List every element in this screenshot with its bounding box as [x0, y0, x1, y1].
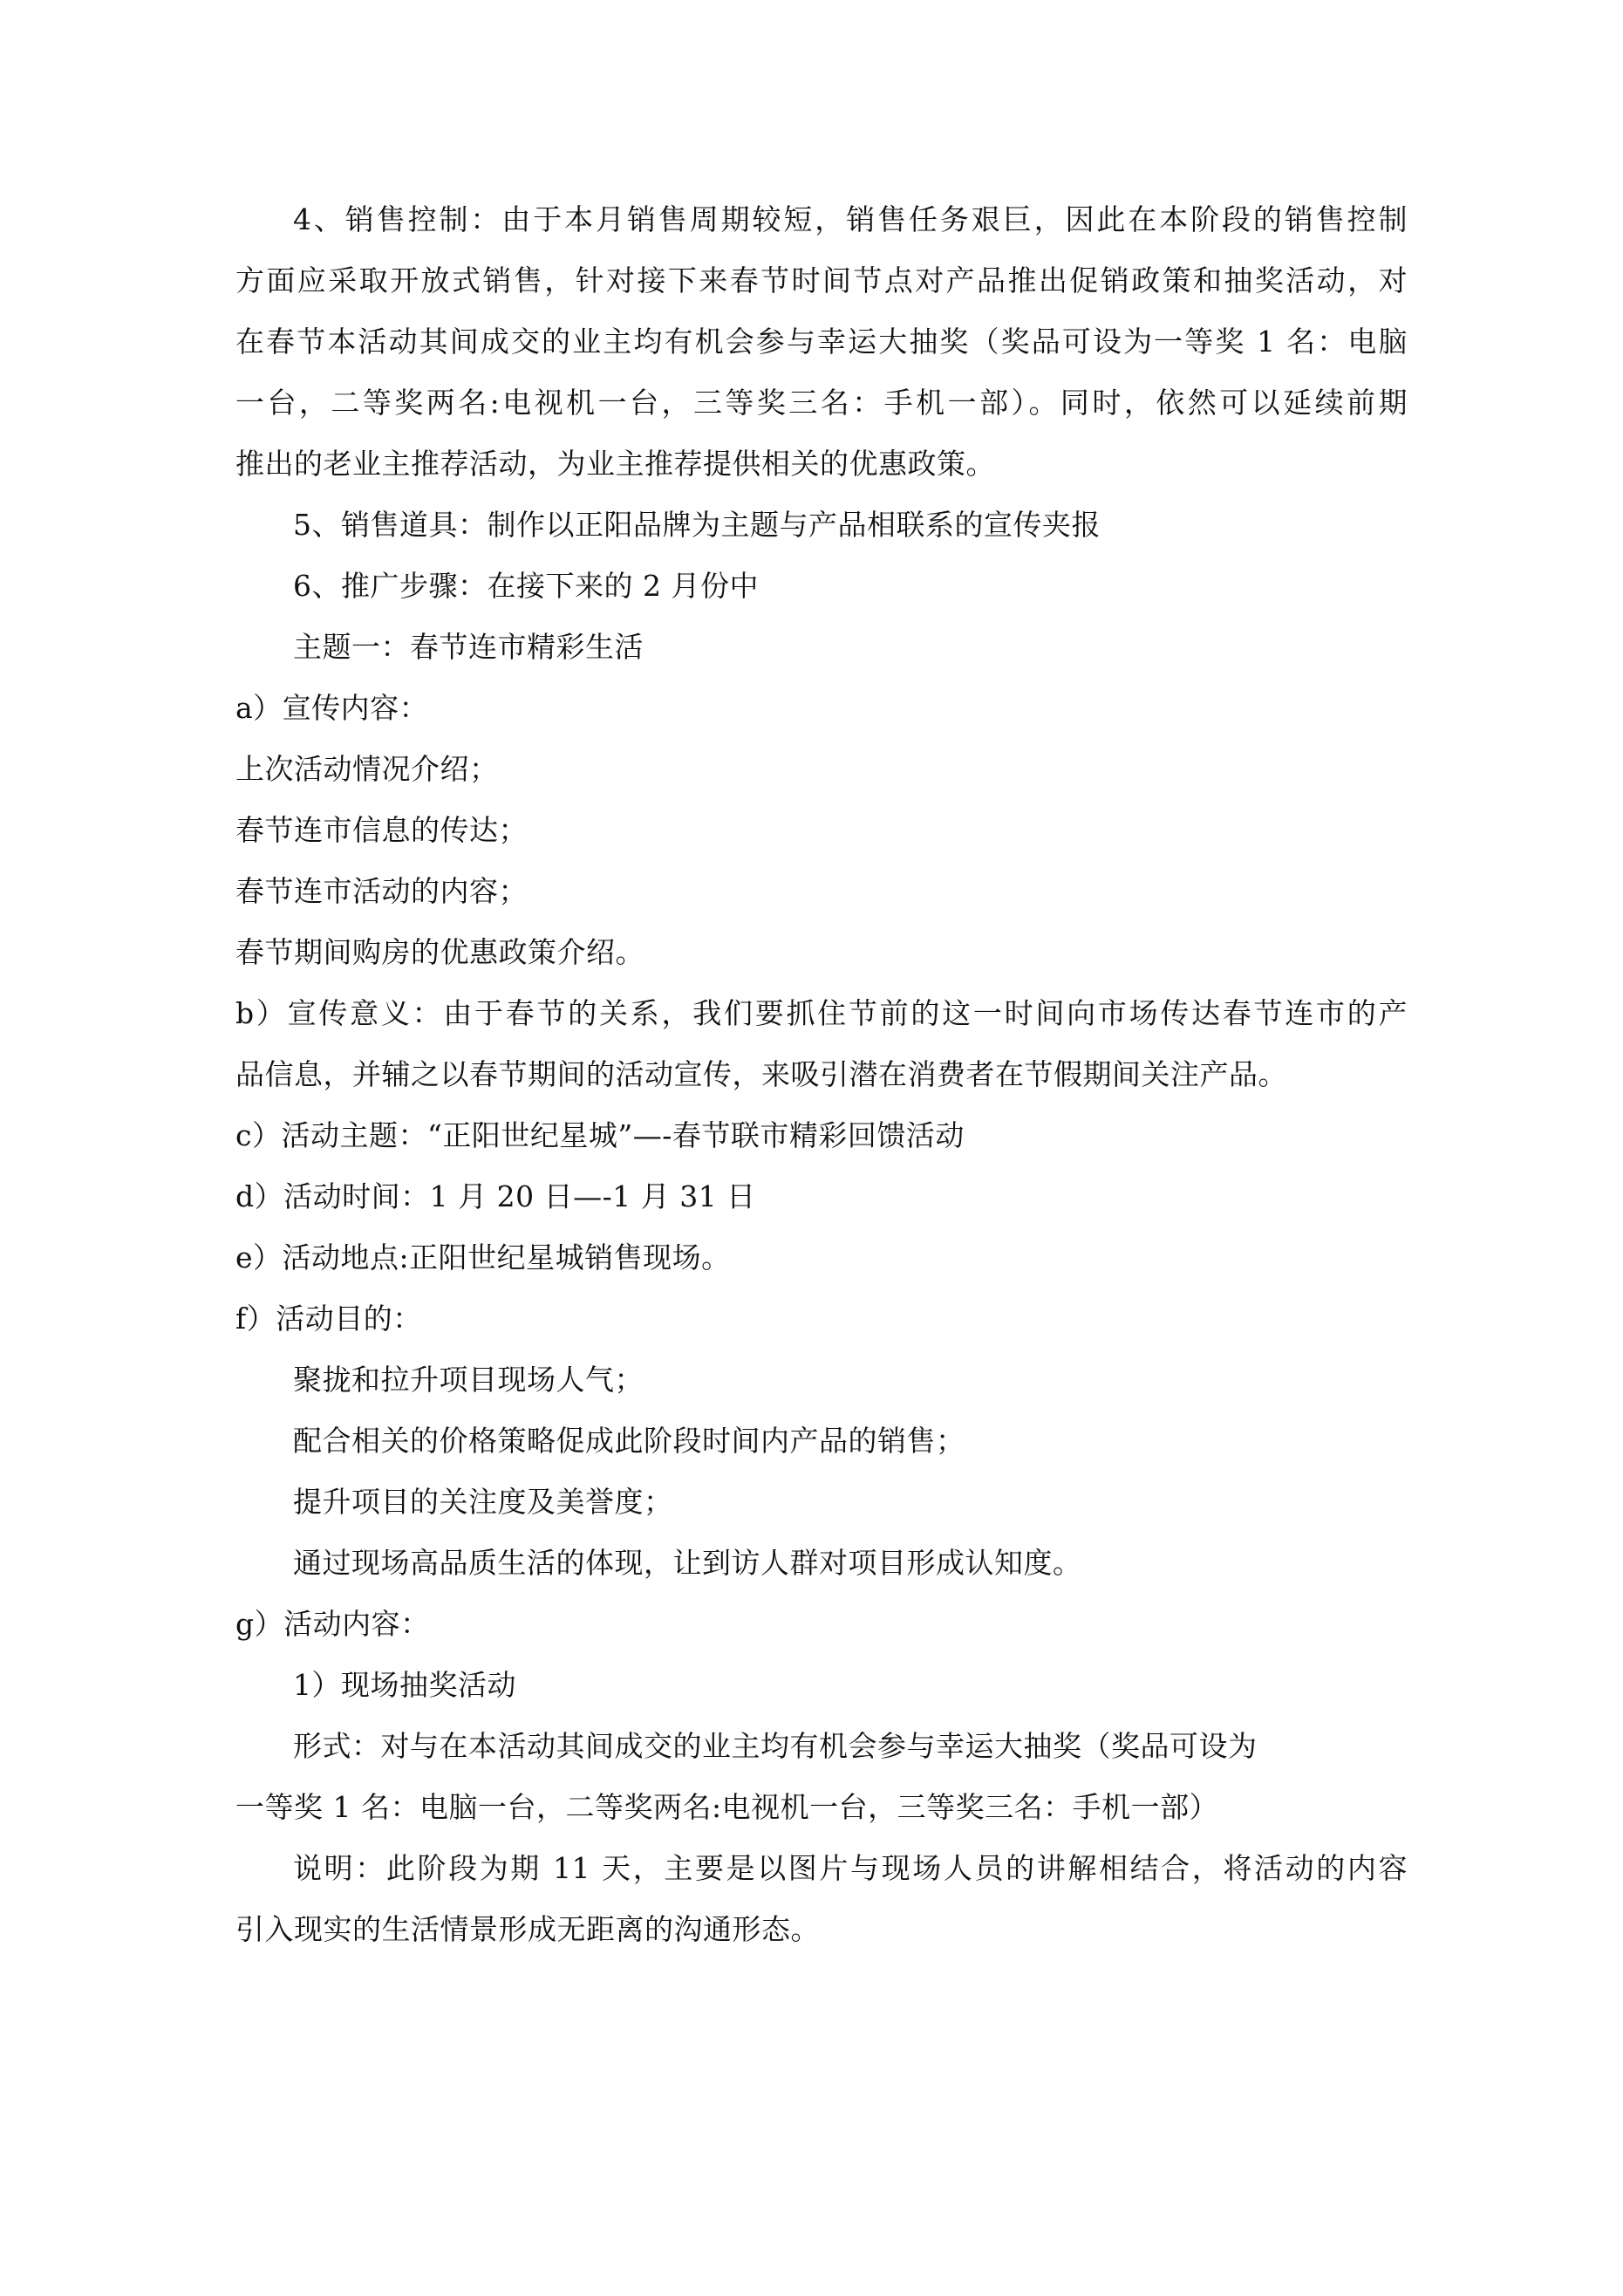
- document-line: 1）现场抽奖活动: [293, 1668, 516, 1702]
- document-line: 配合相关的价格策略促成此阶段时间内产品的销售；: [293, 1424, 965, 1458]
- document-line: 一台，二等奖两名:电视机一台，三等奖三名：手机一部）。同时，依然可以延续前期: [235, 386, 1408, 420]
- document-line: b）宣传意义：由于春节的关系，我们要抓住节前的这一时间向市场传达春节连市的产: [235, 996, 1408, 1030]
- document-line: 春节连市活动的内容；: [235, 874, 528, 908]
- document-body: [235, 189, 1413, 1960]
- document-line: a）宣传内容：: [235, 691, 429, 725]
- document-line: 春节连市信息的传达；: [235, 813, 528, 847]
- document-line: 一等奖 1 名：电脑一台，二等奖两名:电视机一台，三等奖三名：手机一部）: [235, 1790, 1219, 1824]
- document-line: e）活动地点:正阳世纪星城销售现场。: [235, 1240, 731, 1274]
- document-line: 5、销售道具：制作以正阳品牌为主题与产品相联系的宣传夹报: [293, 508, 1101, 542]
- document-line: 方面应采取开放式销售，针对接下来春节时间节点对产品推出促销政策和抽奖活动，对: [235, 263, 1408, 297]
- document-line: 提升项目的关注度及美誉度；: [293, 1485, 673, 1519]
- document-line: g）活动内容：: [235, 1607, 430, 1641]
- document-line: f）活动目的：: [235, 1302, 422, 1336]
- document-line: c）活动主题：“正阳世纪星城”—-春节联市精彩回馈活动: [235, 1118, 965, 1152]
- document-line: 6、推广步骤：在接下来的 2 月份中: [293, 569, 759, 603]
- document-line: 上次活动情况介绍；: [235, 752, 499, 786]
- document-line: 推出的老业主推荐活动，为业主推荐提供相关的优惠政策。: [235, 447, 995, 481]
- document-line: 品信息，并辅之以春节期间的活动宣传，来吸引潜在消费者在节假期间关注产品。: [235, 1057, 1287, 1091]
- document-line: 说明：此阶段为期 11 天，主要是以图片与现场人员的讲解相结合，将活动的内容: [293, 1851, 1408, 1885]
- document-line: 形式：对与在本活动其间成交的业主均有机会参与幸运大抽奖（奖品可设为: [293, 1729, 1258, 1763]
- document-line: 春节期间购房的优惠政策介绍。: [235, 935, 644, 969]
- document-line: 引入现实的生活情景形成无距离的沟通形态。: [235, 1912, 820, 1946]
- document-line: 通过现场高品质生活的体现，让到访人群对项目形成认知度。: [293, 1546, 1082, 1580]
- document-line: 在春节本活动其间成交的业主均有机会参与幸运大抽奖（奖品可设为一等奖 1 名：电脑: [235, 325, 1408, 359]
- document-line: 4、销售控制：由于本月销售周期较短，销售任务艰巨，因此在本阶段的销售控制: [293, 202, 1408, 236]
- document-line: 聚拢和拉升项目现场人气；: [293, 1363, 644, 1397]
- document-line: d）活动时间：1 月 20 日—-1 月 31 日: [235, 1179, 756, 1213]
- document-line: 主题一：春节连市精彩生活: [293, 630, 644, 664]
